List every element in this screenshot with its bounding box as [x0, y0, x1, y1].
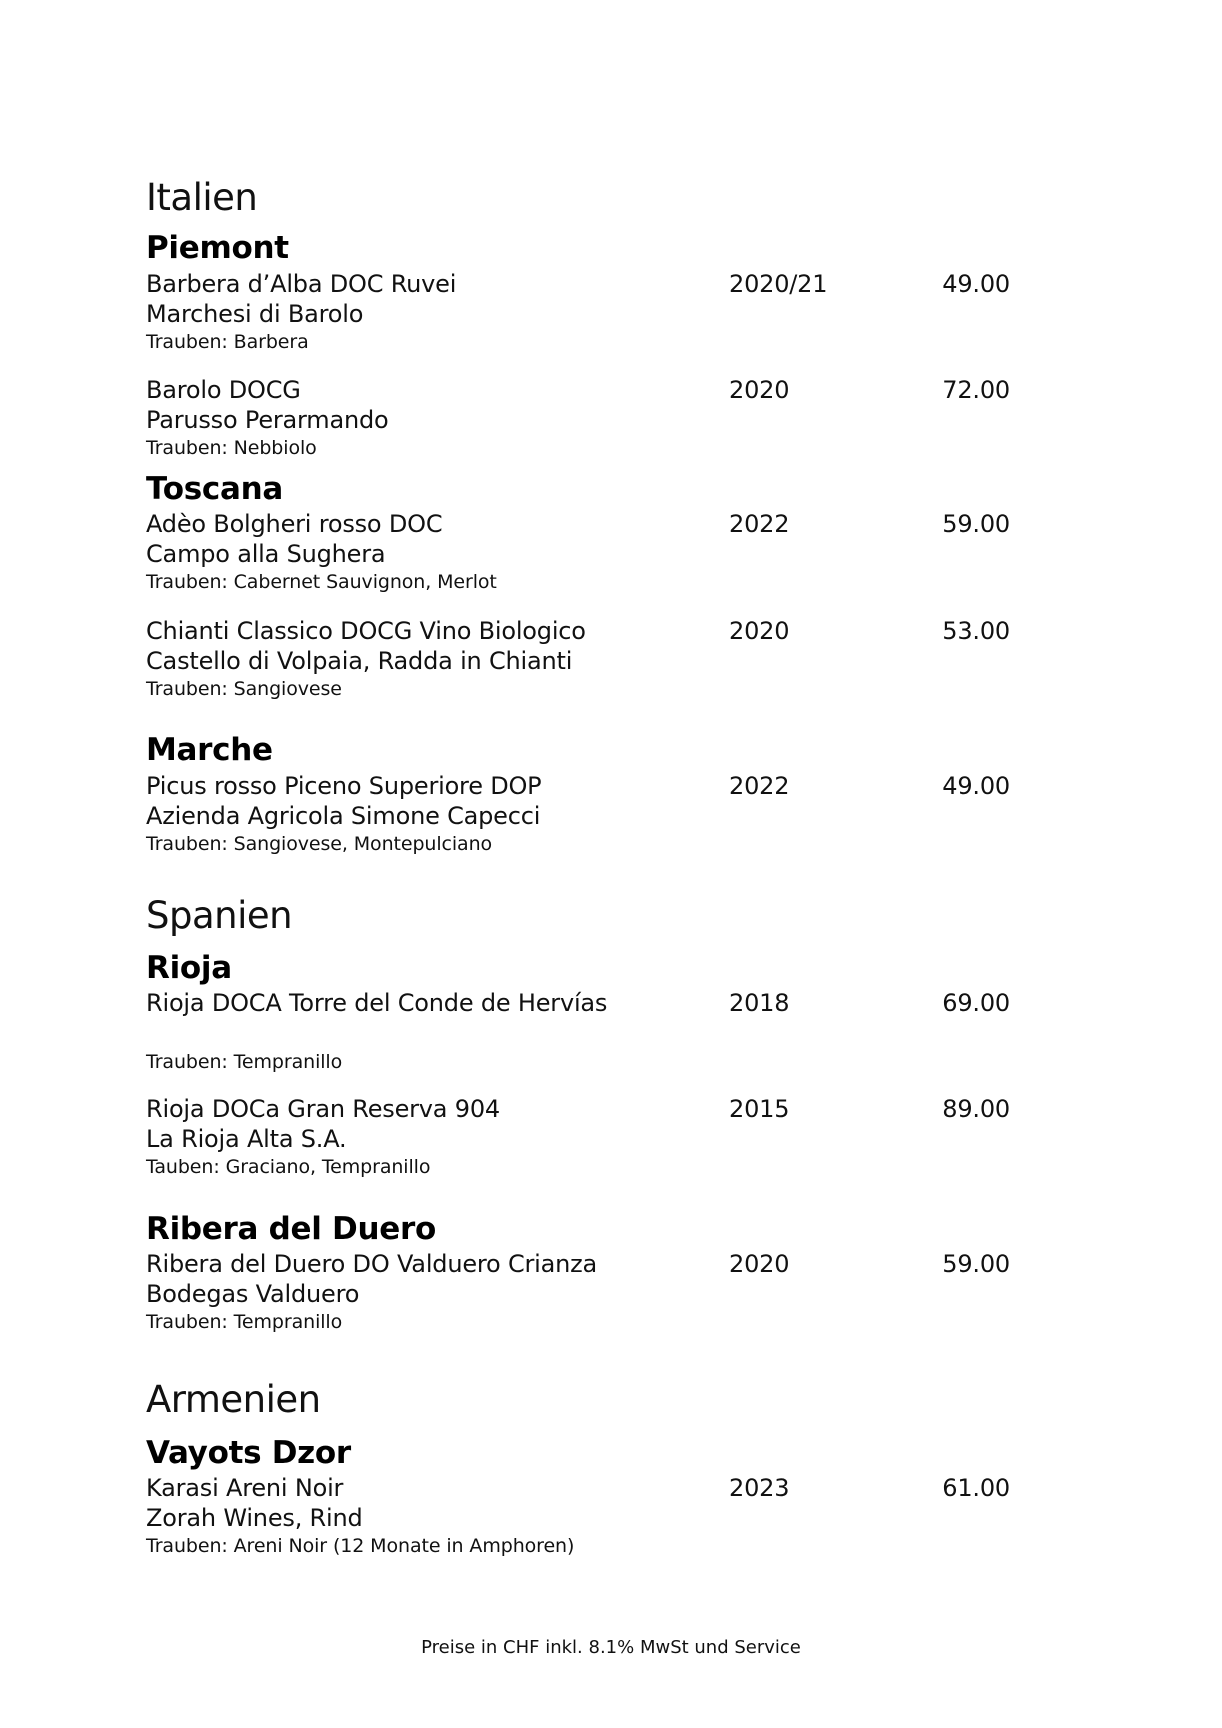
wine-vintage: 2022 — [729, 772, 790, 800]
wine-vintage: 2018 — [729, 989, 790, 1017]
wine-grapes: Trauben: Barbera — [146, 331, 309, 353]
country-heading-italien: Italien — [146, 176, 258, 219]
wine-vintage: 2020/21 — [729, 270, 828, 298]
wine-price: 53.00 — [942, 617, 1010, 645]
wine-producer: Zorah Wines, Rind — [146, 1504, 363, 1532]
wine-name: Picus rosso Piceno Superiore DOP — [146, 772, 542, 800]
wine-name: Chianti Classico DOCG Vino Biologico — [146, 617, 586, 645]
wine-name: Rioja DOCA Torre del Conde de Hervías — [146, 989, 608, 1017]
wine-price: 69.00 — [942, 989, 1010, 1017]
country-heading-spanien: Spanien — [146, 894, 293, 937]
region-heading-rioja: Rioja — [146, 950, 232, 986]
wine-producer: Marchesi di Barolo — [146, 300, 364, 328]
wine-grapes: Trauben: Sangiovese, Montepulciano — [146, 833, 493, 855]
wine-grapes: Trauben: Cabernet Sauvignon, Merlot — [146, 571, 497, 593]
wine-producer: Azienda Agricola Simone Capecci — [146, 802, 541, 830]
wine-price: 49.00 — [942, 772, 1010, 800]
wine-vintage: 2020 — [729, 617, 790, 645]
wine-grapes: Trauben: Tempranillo — [146, 1311, 343, 1333]
region-heading-marche: Marche — [146, 732, 273, 768]
wine-producer: Campo alla Sughera — [146, 540, 386, 568]
wine-vintage: 2015 — [729, 1095, 790, 1123]
wine-producer: Parusso Perarmando — [146, 406, 389, 434]
wine-price: 89.00 — [942, 1095, 1010, 1123]
country-heading-armenien: Armenien — [146, 1378, 321, 1421]
wine-name: Rioja DOCa Gran Reserva 904 — [146, 1095, 500, 1123]
region-heading-ribera-del-duero: Ribera del Duero — [146, 1211, 436, 1247]
wine-grapes: Trauben: Areni Noir (12 Monate in Amphoren) — [146, 1535, 575, 1557]
wine-name: Ribera del Duero DO Valduero Crianza — [146, 1250, 598, 1278]
wine-vintage: 2020 — [729, 1250, 790, 1278]
wine-name: Barolo DOCG — [146, 376, 301, 404]
wine-vintage: 2022 — [729, 510, 790, 538]
wine-producer: La Rioja Alta S.A. — [146, 1125, 347, 1153]
wine-grapes: Trauben: Sangiovese — [146, 678, 342, 700]
wine-price: 61.00 — [942, 1474, 1010, 1502]
wine-producer: Castello di Volpaia, Radda in Chianti — [146, 647, 573, 675]
wine-producer: Bodegas Valduero — [146, 1280, 360, 1308]
region-heading-vayots-dzor: Vayots Dzor — [146, 1435, 351, 1471]
wine-price: 59.00 — [942, 1250, 1010, 1278]
wine-vintage: 2023 — [729, 1474, 790, 1502]
wine-vintage: 2020 — [729, 376, 790, 404]
wine-name: Adèo Bolgheri rosso DOC — [146, 510, 443, 538]
wine-name: Karasi Areni Noir — [146, 1474, 344, 1502]
wine-grapes: Tauben: Graciano, Tempranillo — [146, 1156, 431, 1178]
wine-price: 72.00 — [942, 376, 1010, 404]
region-heading-piemont: Piemont — [146, 230, 289, 266]
wine-name: Barbera d’Alba DOC Ruvei — [146, 270, 457, 298]
wine-grapes: Trauben: Tempranillo — [146, 1051, 343, 1073]
region-heading-toscana: Toscana — [146, 471, 283, 507]
price-footnote: Preise in CHF inkl. 8.1% MwSt und Service — [421, 1637, 801, 1658]
wine-grapes: Trauben: Nebbiolo — [146, 437, 317, 459]
wine-price: 59.00 — [942, 510, 1010, 538]
wine-price: 49.00 — [942, 270, 1010, 298]
